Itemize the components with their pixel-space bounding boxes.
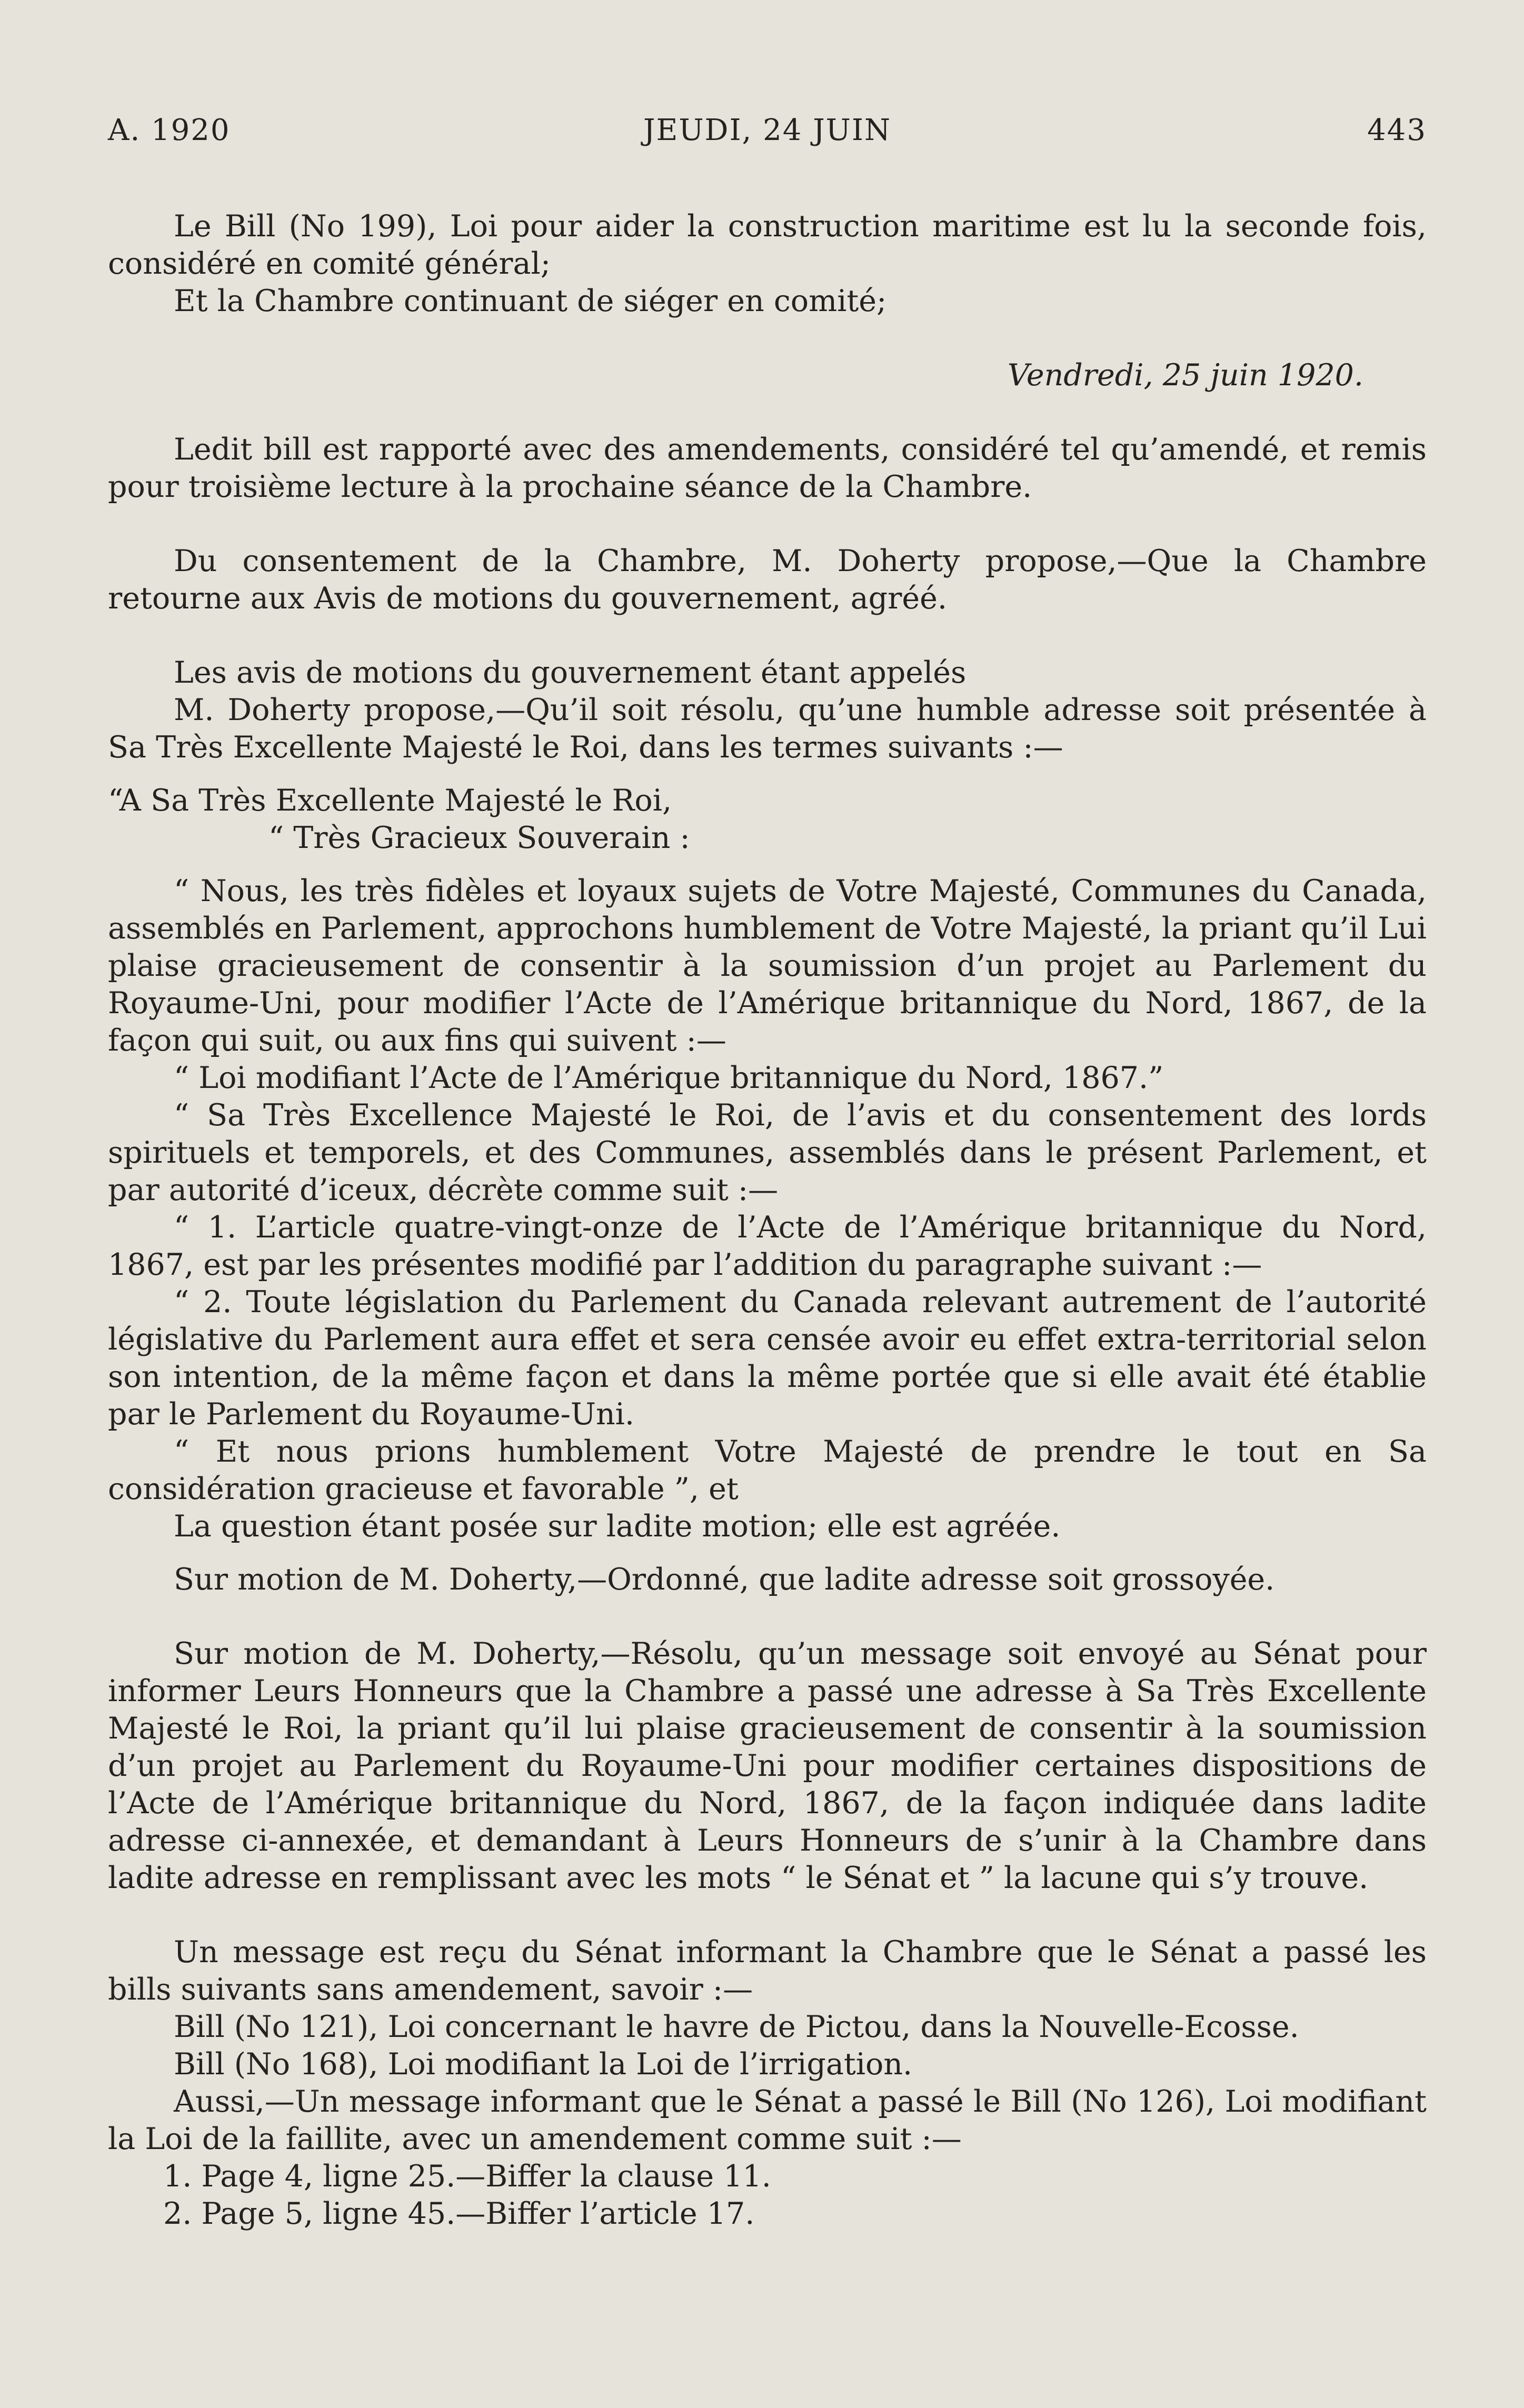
paragraph: Ledit bill est rapporté avec des amendements, considéré tel qu’amendé, et remis pour troisième lecture à la prochaine séance de la Chambre. xyxy=(108,432,1427,504)
body-text xyxy=(108,208,1427,2233)
paragraph: Un message est reçu du Sénat informant la Chambre que le Sénat a passé les bills suivants sans amendement, savoir :— xyxy=(108,1935,1427,2007)
paragraph: Sur motion de M. Doherty,—Ordonné, que ladite adresse soit grossoyée. xyxy=(174,1562,1275,1597)
paragraph: Les avis de motions du gouvernement étant appelés xyxy=(174,655,967,690)
paragraph: Le Bill (No 199), Loi pour aider la construction maritime est lu la seconde fois, considéré en comité général; xyxy=(108,209,1427,281)
paragraph: La question étant posée sur ladite motion; elle est agréée. xyxy=(174,1509,1061,1544)
amendment-item: 1. Page 4, ligne 25.—Biffer la clause 11. xyxy=(163,2159,771,2194)
address-paragraph: “ 1. L’article quatre-vingt-onze de l’Acte de l’Amérique britannique du Nord, 1867, est par les présentes modifié par l’addition du paragraphe suivant :— xyxy=(108,1210,1427,1282)
address-salutation: “A Sa Très Excellente Majesté le Roi, xyxy=(108,783,672,818)
address-paragraph: “ Et nous prions humblement Votre Majesté de prendre le tout en Sa considération gracieuse et favorable ”, et xyxy=(108,1434,1427,1506)
paragraph: Et la Chambre continuant de siéger en comité; xyxy=(174,284,887,318)
page-number: 443 xyxy=(1367,113,1427,147)
session-date: Vendredi, 25 juin 1920. xyxy=(1007,358,1363,393)
amendment-item: 2. Page 5, ligne 45.—Biffer l’article 17. xyxy=(163,2196,755,2231)
address-paragraph: “ 2. Toute législation du Parlement du Canada relevant autrement de l’autorité législative du Parlement aura effet et sera censée avoir eu effet extra-territorial selon son intention, de la même façon et dans la même portée que si elle avait été établie par le Parlement du Royaume-Uni. xyxy=(108,1285,1427,1432)
address-salutation: “ Très Gracieux Souverain : xyxy=(268,821,690,855)
header-year: A. 1920 xyxy=(108,113,231,147)
document-page xyxy=(108,113,1427,2233)
address-paragraph: “ Loi modifiant l’Acte de l’Amérique britannique du Nord, 1867.” xyxy=(174,1061,1164,1095)
page-header xyxy=(108,113,1427,161)
bill-entry: Bill (No 168), Loi modifiant la Loi de l’irrigation. xyxy=(174,2047,913,2082)
paragraph: M. Doherty propose,—Qu’il soit résolu, qu’une humble adresse soit présentée à Sa Très Excellente Majesté le Roi, dans les termes suivants :— xyxy=(108,693,1427,765)
paragraph: Sur motion de M. Doherty,—Résolu, qu’un message soit envoyé au Sénat pour informer Leurs Honneurs que la Chambre a passé une adresse à Sa Très Excellente Majesté le Roi, la priant qu’il lui plaise gracieusement de consentir à la soumission d’un projet au Parlement du Royaume-Uni pour modifier certaines dispositions de l’Acte de l’Amérique britannique du Nord, 1867, de la façon indiquée dans ladite adresse ci-annexée, et demandant à Leurs Honneurs de s’unir à la Chambre dans ladite adresse en remplissant avec les mots “ le Sénat et ” la lacune qui s’y trouve. xyxy=(108,1636,1427,1895)
header-date: JEUDI, 24 JUIN xyxy=(643,113,891,147)
paragraph: Du consentement de la Chambre, M. Doherty propose,—Que la Chambre retourne aux Avis de motions du gouvernement, agréé. xyxy=(108,544,1427,616)
address-paragraph: “ Nous, les très fidèles et loyaux sujets de Votre Majesté, Communes du Canada, assemblés en Parlement, approchons humblement de Votre Majesté, la priant qu’il Lui plaise gracieusement de consentir à la soumission d’un projet au Parlement du Royaume-Uni, pour modifier l’Acte de l’Amérique britannique du Nord, 1867, de la façon qui suit, ou aux fins qui suivent :— xyxy=(108,874,1427,1058)
address-paragraph: “ Sa Très Excellence Majesté le Roi, de l’avis et du consentement des lords spirituels et temporels, et des Communes, assemblés dans le présent Parlement, et par autorité d’iceux, décrète comme suit :— xyxy=(108,1098,1427,1207)
bill-entry: Bill (No 121), Loi concernant le havre de Pictou, dans la Nouvelle-Ecosse. xyxy=(174,2010,1299,2044)
paragraph: Aussi,—Un message informant que le Sénat a passé le Bill (No 126), Loi modifiant la Loi de la faillite, avec un amendement comme suit :— xyxy=(108,2084,1427,2156)
